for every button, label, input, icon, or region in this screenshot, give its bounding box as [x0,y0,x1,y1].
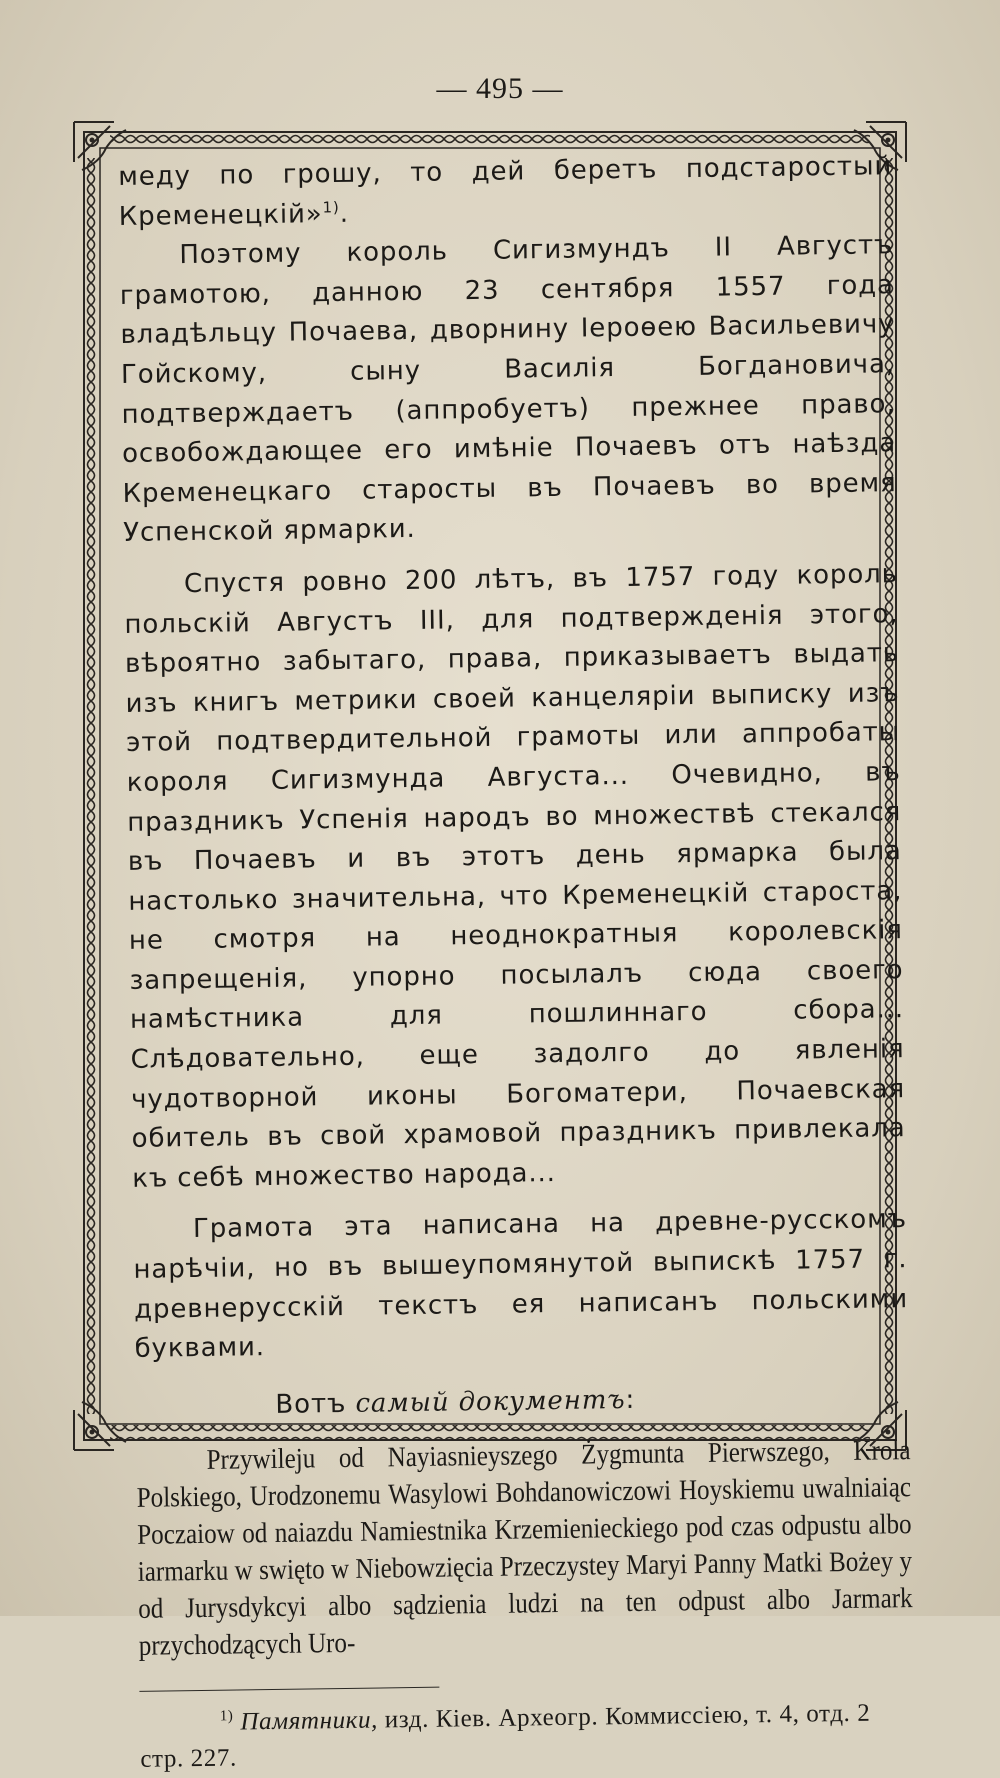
page-number: — 495 — [436,72,564,105]
footnote [140,1695,915,1778]
footnote-italic: Памятники, [240,1706,379,1736]
intro-italic: самый документъ [355,1384,626,1419]
intro-suffix: : [625,1384,636,1415]
paragraph-4: Грамота эта написана на древне-русскомъ нарѣчіи, но въ вышеупомянутой выпискѣ 1757 г. древнерусскій текстъ ея написанъ польскими буквами. [133,1204,909,1365]
paragraph-3: Спустя ровно 200 лѣтъ, въ 1757 году король польскій Августъ III, для подтвержденія этого, вѣроятно забытаго, права, приказываетъ выдать изъ книгъ метрики своей канцеляріи выписку изъ этой подтвердительной грамоты или аппробаты короля Сигизмунда Августа... Очевидно, въ праздникъ Успенія народъ во множествѣ стекался въ Почаевъ и въ этотъ день ярмарка была настолько значительна, что Кременецкій староста, не смотря на неоднократныя королевскія запрещенія, упорно посылалъ сюда своего намѣстника для пошлиннаго сбора... Слѣдовательно, еще задолго до явленія чудотворной иконы Богоматери, Почаевская обитель въ свой храмовой праздникъ привлекала къ себѣ множество народа... [124,559,906,1194]
intro-prefix: Вотъ [275,1388,347,1420]
footnote-text: изд. Кіев. Археогр. Коммиссіею, т. 4, отд. 2 стр. 227. [140,1700,871,1774]
footnote-marker: 1) [219,1708,234,1725]
polish-document-text: Przywileju od Nayiasnieyszego Żygmunta Pierwszego, Krola Polskiego, Urodzonemu Wasylowi Bohdanowiczowi Hoyskiemu uwalniaiąc Poczaiow od naiazdu Namiestnika Krzemienieckiego pod czas odpustu albo iarmarku w swięto w Niebowzięcia Przeczystey Maryi Panny Matki Bożey y od Jurysdykcyi albo sądzienia ludzi na ten odpust albo Jarmark przychodzących Uro- [136,1435,913,1663]
paragraph-1: меду по грошу, то дей беретъ подстаростый Кременецкій»$^{1)}$. [118,151,893,232]
paragraph-1-text: меду по грошу, то дей беретъ подстаростый Кременецкій» [118,151,893,232]
footnote-divider [139,1687,439,1692]
footnote-ref: 1) [322,197,340,217]
page-text [118,147,913,1774]
paragraph-2: Поэтому король Сигизмундъ II Августъ грамотою, данною 23 сентября 1557 года владѣльцу Почаева, дворнину Іероѳею Васильевичу Гойскому, сыну Василія Богдановича, подтверждаетъ (аппробуетъ) прежнее право, освобождающее его имѣніе Почаевъ отъ наѣзда Кременецкаго старосты въ Почаевъ во время Успенской ярмарки. [119,230,897,549]
